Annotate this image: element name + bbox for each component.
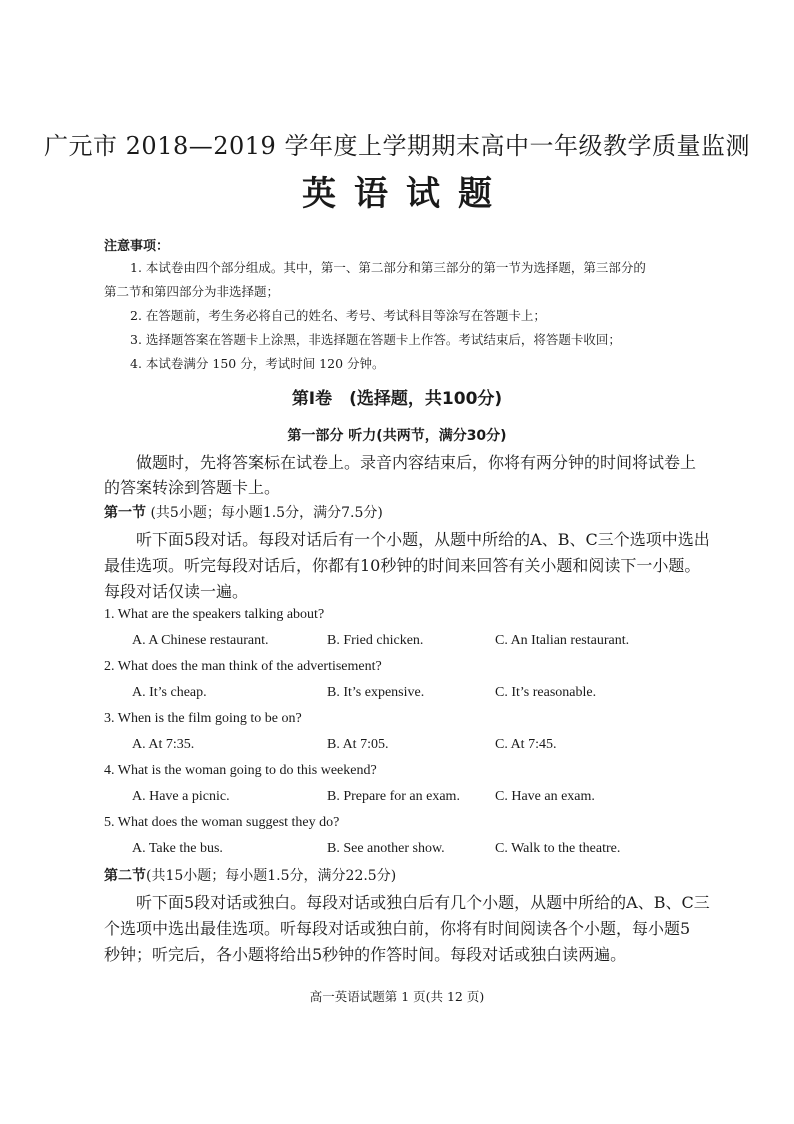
q3-option-a: A. At 7:35.	[132, 737, 195, 752]
section2-label: 第二节	[104, 868, 146, 884]
exam-title: 广元市 2018—2019 学年度上学期期末高中一年级教学质量监测	[44, 132, 750, 160]
q1-option-b: B. Fried chicken.	[327, 633, 424, 648]
volume-title: 第Ⅰ卷 (选择题，共100分)	[291, 389, 503, 409]
section2-info: (共15小题；每小题1.5分，满分22.5分)	[146, 868, 397, 884]
q4-option-a: A. Have a picnic.	[132, 789, 230, 804]
q1-option-a: A. A Chinese restaurant.	[132, 633, 269, 648]
section1-instruction-line: 听下面5段对话。每段对话后有一个小题，从题中所给的A、B、C三个选项中选出	[136, 530, 710, 549]
part1-intro-line: 的答案转涂到答题卡上。	[104, 478, 281, 497]
section1-instruction-line: 每段对话仅读一遍。	[104, 582, 249, 601]
section2-instruction-line: 个选项中选出最佳选项。听每段对话或独白前，你将有时间阅读各个小题，每小题5	[104, 919, 691, 938]
q2-option-a: A. It’s cheap.	[132, 685, 207, 700]
q5-option-a: A. Take the bus.	[132, 841, 223, 856]
q4-option-b: B. Prepare for an exam.	[327, 789, 460, 804]
q4-option-c: C. Have an exam.	[495, 789, 595, 804]
section2-heading	[104, 865, 396, 885]
section1-instruction-line: 最佳选项。听完每段对话后，你都有10秒钟的时间来回答有关小题和阅读下一小题。	[104, 556, 701, 575]
section1-heading	[104, 502, 383, 522]
q5-option-b: B. See another show.	[327, 841, 445, 856]
question-4: 4. What is the woman going to do this weekend?	[104, 763, 377, 778]
question-2: 2. What does the man think of the advertisement?	[104, 659, 382, 674]
note-item: 4. 本试卷满分 150 分，考试时间 120 分钟。	[130, 356, 385, 371]
question-3: 3. When is the film going to be on?	[104, 711, 302, 726]
question-1: 1. What are the speakers talking about?	[104, 607, 325, 622]
page-footer: 高一英语试题第 1 页(共 12 页)	[309, 989, 485, 1004]
section2-instruction-line: 秒钟；听完后，各小题将给出5秒钟的作答时间。每段对话或独白读两遍。	[104, 945, 627, 964]
notes-heading: 注意事项：	[104, 239, 170, 254]
q1-option-c: C. An Italian restaurant.	[495, 633, 630, 648]
question-5: 5. What does the woman suggest they do?	[104, 815, 340, 830]
note-item: 3. 选择题答案在答题卡上涂黑，非选择题在答题卡上作答。考试结束后，将答题卡收回；	[130, 332, 621, 347]
section1-info: (共5小题；每小题1.5分，满分7.5分)	[146, 505, 383, 521]
q3-option-c: C. At 7:45.	[495, 737, 557, 752]
q2-option-b: B. It’s expensive.	[327, 685, 425, 700]
section1-label: 第一节	[104, 505, 146, 521]
section2-instruction-line: 听下面5段对话或独白。每段对话或独白后有几个小题，从题中所给的A、B、C三	[136, 893, 710, 912]
q5-option-c: C. Walk to the theatre.	[495, 841, 621, 856]
note-item: 2. 在答题前，考生务必将自己的姓名、考号、考试科目等涂写在答题卡上；	[130, 308, 546, 323]
part1-title: 第一部分 听力(共两节，满分30分)	[287, 428, 507, 444]
note-item: 第二节和第四部分为非选择题；	[104, 284, 280, 299]
note-item: 1. 本试卷由四个部分组成。其中，第一、第二部分和第三部分的第一节为选择题，第三部分的	[130, 260, 646, 275]
q3-option-b: B. At 7:05.	[327, 737, 389, 752]
subject-title: 英语试题	[302, 174, 510, 214]
part1-intro-line: 做题时，先将答案标在试卷上。录音内容结束后，你将有两分钟的时间将试卷上	[136, 453, 697, 472]
q2-option-c: C. It’s reasonable.	[495, 685, 597, 700]
